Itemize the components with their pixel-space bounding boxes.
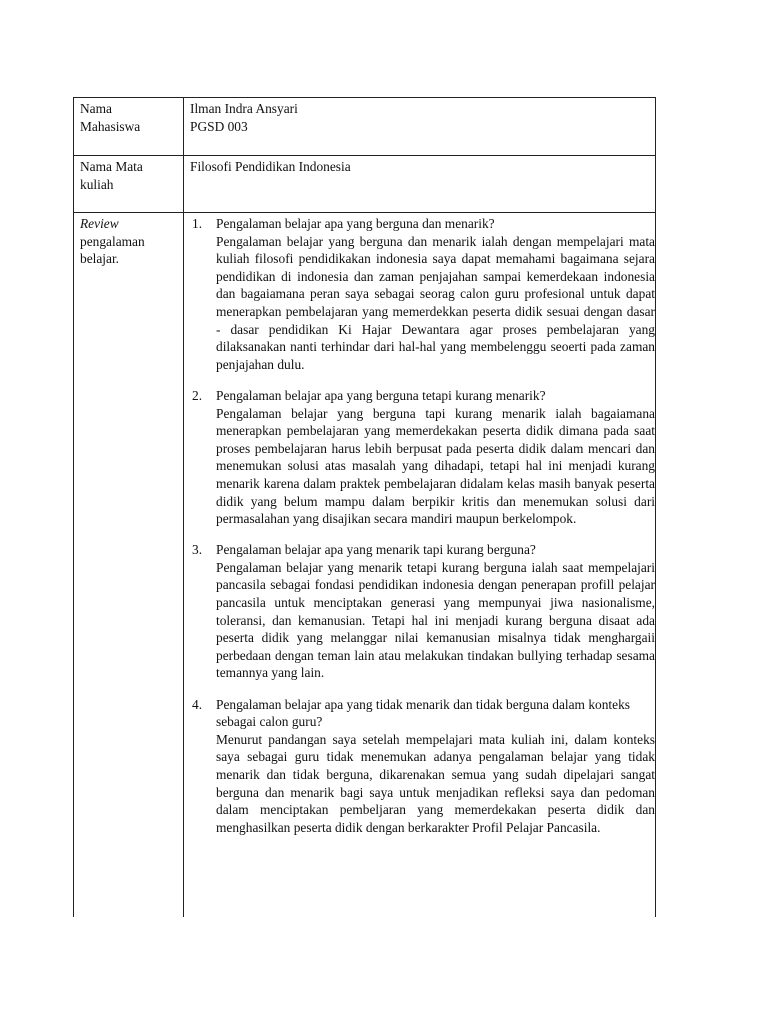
student-name-row bbox=[74, 98, 656, 156]
review-item-number: 4. bbox=[192, 696, 203, 712]
review-item-number: 2. bbox=[192, 387, 203, 403]
student-name-label bbox=[74, 98, 184, 156]
review-item-4 bbox=[190, 696, 655, 837]
review-item-number: 1. bbox=[192, 216, 203, 231]
course-name-label bbox=[74, 156, 184, 213]
review-question: Pengalaman belajar apa yang berguna dan menarik? bbox=[216, 216, 495, 231]
course-name-row bbox=[74, 156, 656, 213]
review-answer: Pengalaman belajar yang menarik tetapi kurang berguna ialah saat mempelajari pancasila sebagai fondasi pendidikan indonesia dengan penerapan profill pelajar pancasila untuk menciptakan generasi yang mempunyai jiwa nasionalisme, toleransi, dan kemanusian. Tetapi hal ini menjadi kurang berguna disaat ada peserta didik yang melanggar nilai kemanusian misalnya tidak menghargaii perbedaan dengan teman lain atau melakukan tindakan bullying terhadap sesama temannya yang lain. bbox=[216, 559, 655, 681]
course-name-label-text: Nama Mata kuliah bbox=[80, 159, 143, 192]
review-item-1 bbox=[190, 215, 655, 373]
review-label-italic: Review bbox=[80, 216, 119, 231]
learning-review-row bbox=[74, 213, 656, 918]
review-label-rest: pengalaman belajar. bbox=[80, 233, 145, 267]
student-name-label-text: Nama Mahasiswa bbox=[80, 101, 141, 134]
course-name-value: Filosofi Pendidikan Indonesia bbox=[190, 159, 351, 174]
review-answer: Menurut pandangan saya setelah mempelajari mata kuliah ini, dalam konteks saya sebagai guru tidak menemukan adanya pengalaman belajar yang tidak menarik dan tidak berguna, dikarenakan semua yang sudah dipelajari sangat berguna dan menarik bagi saya untuk menjadikan refleksi saya dan pedoman dalam menciptakan pembeljaran yang memerdekakan peserta didik dan menghasilkan peserta didik dengan berkarakter Profil Pelajar Pancasila. bbox=[216, 731, 655, 835]
review-answer: Pengalaman belajar yang berguna dan menarik ialah dengan mempelajari mata kuliah filosofi pendidikakan indonesia saya dapat memahami bagaimana sejara pendidikan di indonesia dan zaman penjajahan sampai kemerdekaan indonesia dan bagaiamana peran saya sebagai seorag calon guru profesional untuk dapat menerapkan pembelajaran yang memerdekkan peserta didik sesuai dengan dasar - dasar pendidikan Ki Hajar Dewantara agar proses pembelajaran yang dilaksanakan nanti terhindar dari hal-hal yang membelenggu seoerti pada zaman penjajahan dulu. bbox=[216, 233, 655, 372]
review-answer: Pengalaman belajar yang berguna tapi kurang menarik ialah bagaiamana menerapkan pembelajaran yang memerdekakan peserta didik dimana pada saat proses pembelajaran harus lebih berpusat pada peserta didik dalam mencari dan menemukan solusi atas masalah yang dihadapi, tetapi hal ini menjadi kurang menarik karena dalam praktek pembelajaran didalam kelas masih banyak peserta didik yang belum mampu dalam berpikir kritis dan menemukan solusi dari permasalahan yang disajikan secara mandiri maupun berkelompok. bbox=[216, 405, 655, 527]
student-review-table bbox=[73, 97, 656, 917]
review-item-number: 3. bbox=[192, 542, 203, 558]
course-name-value-cell bbox=[184, 156, 656, 213]
review-question: Pengalaman belajar apa yang menarik tapi kurang berguna? bbox=[216, 542, 536, 558]
review-question-list bbox=[190, 215, 655, 836]
learning-review-content bbox=[184, 213, 656, 918]
student-name-value: Ilman Indra Ansyari bbox=[190, 101, 298, 116]
review-item-2 bbox=[190, 387, 655, 528]
review-question: Pengalaman belajar apa yang tidak menarik dan tidak berguna dalam konteks sebagai calon guru? bbox=[216, 696, 630, 730]
learning-review-label bbox=[74, 213, 184, 918]
student-id-value: PGSD 003 bbox=[190, 118, 248, 134]
student-name-value-cell bbox=[184, 98, 656, 156]
review-question: Pengalaman belajar apa yang berguna tetapi kurang menarik? bbox=[216, 387, 546, 403]
review-item-3 bbox=[190, 541, 655, 682]
